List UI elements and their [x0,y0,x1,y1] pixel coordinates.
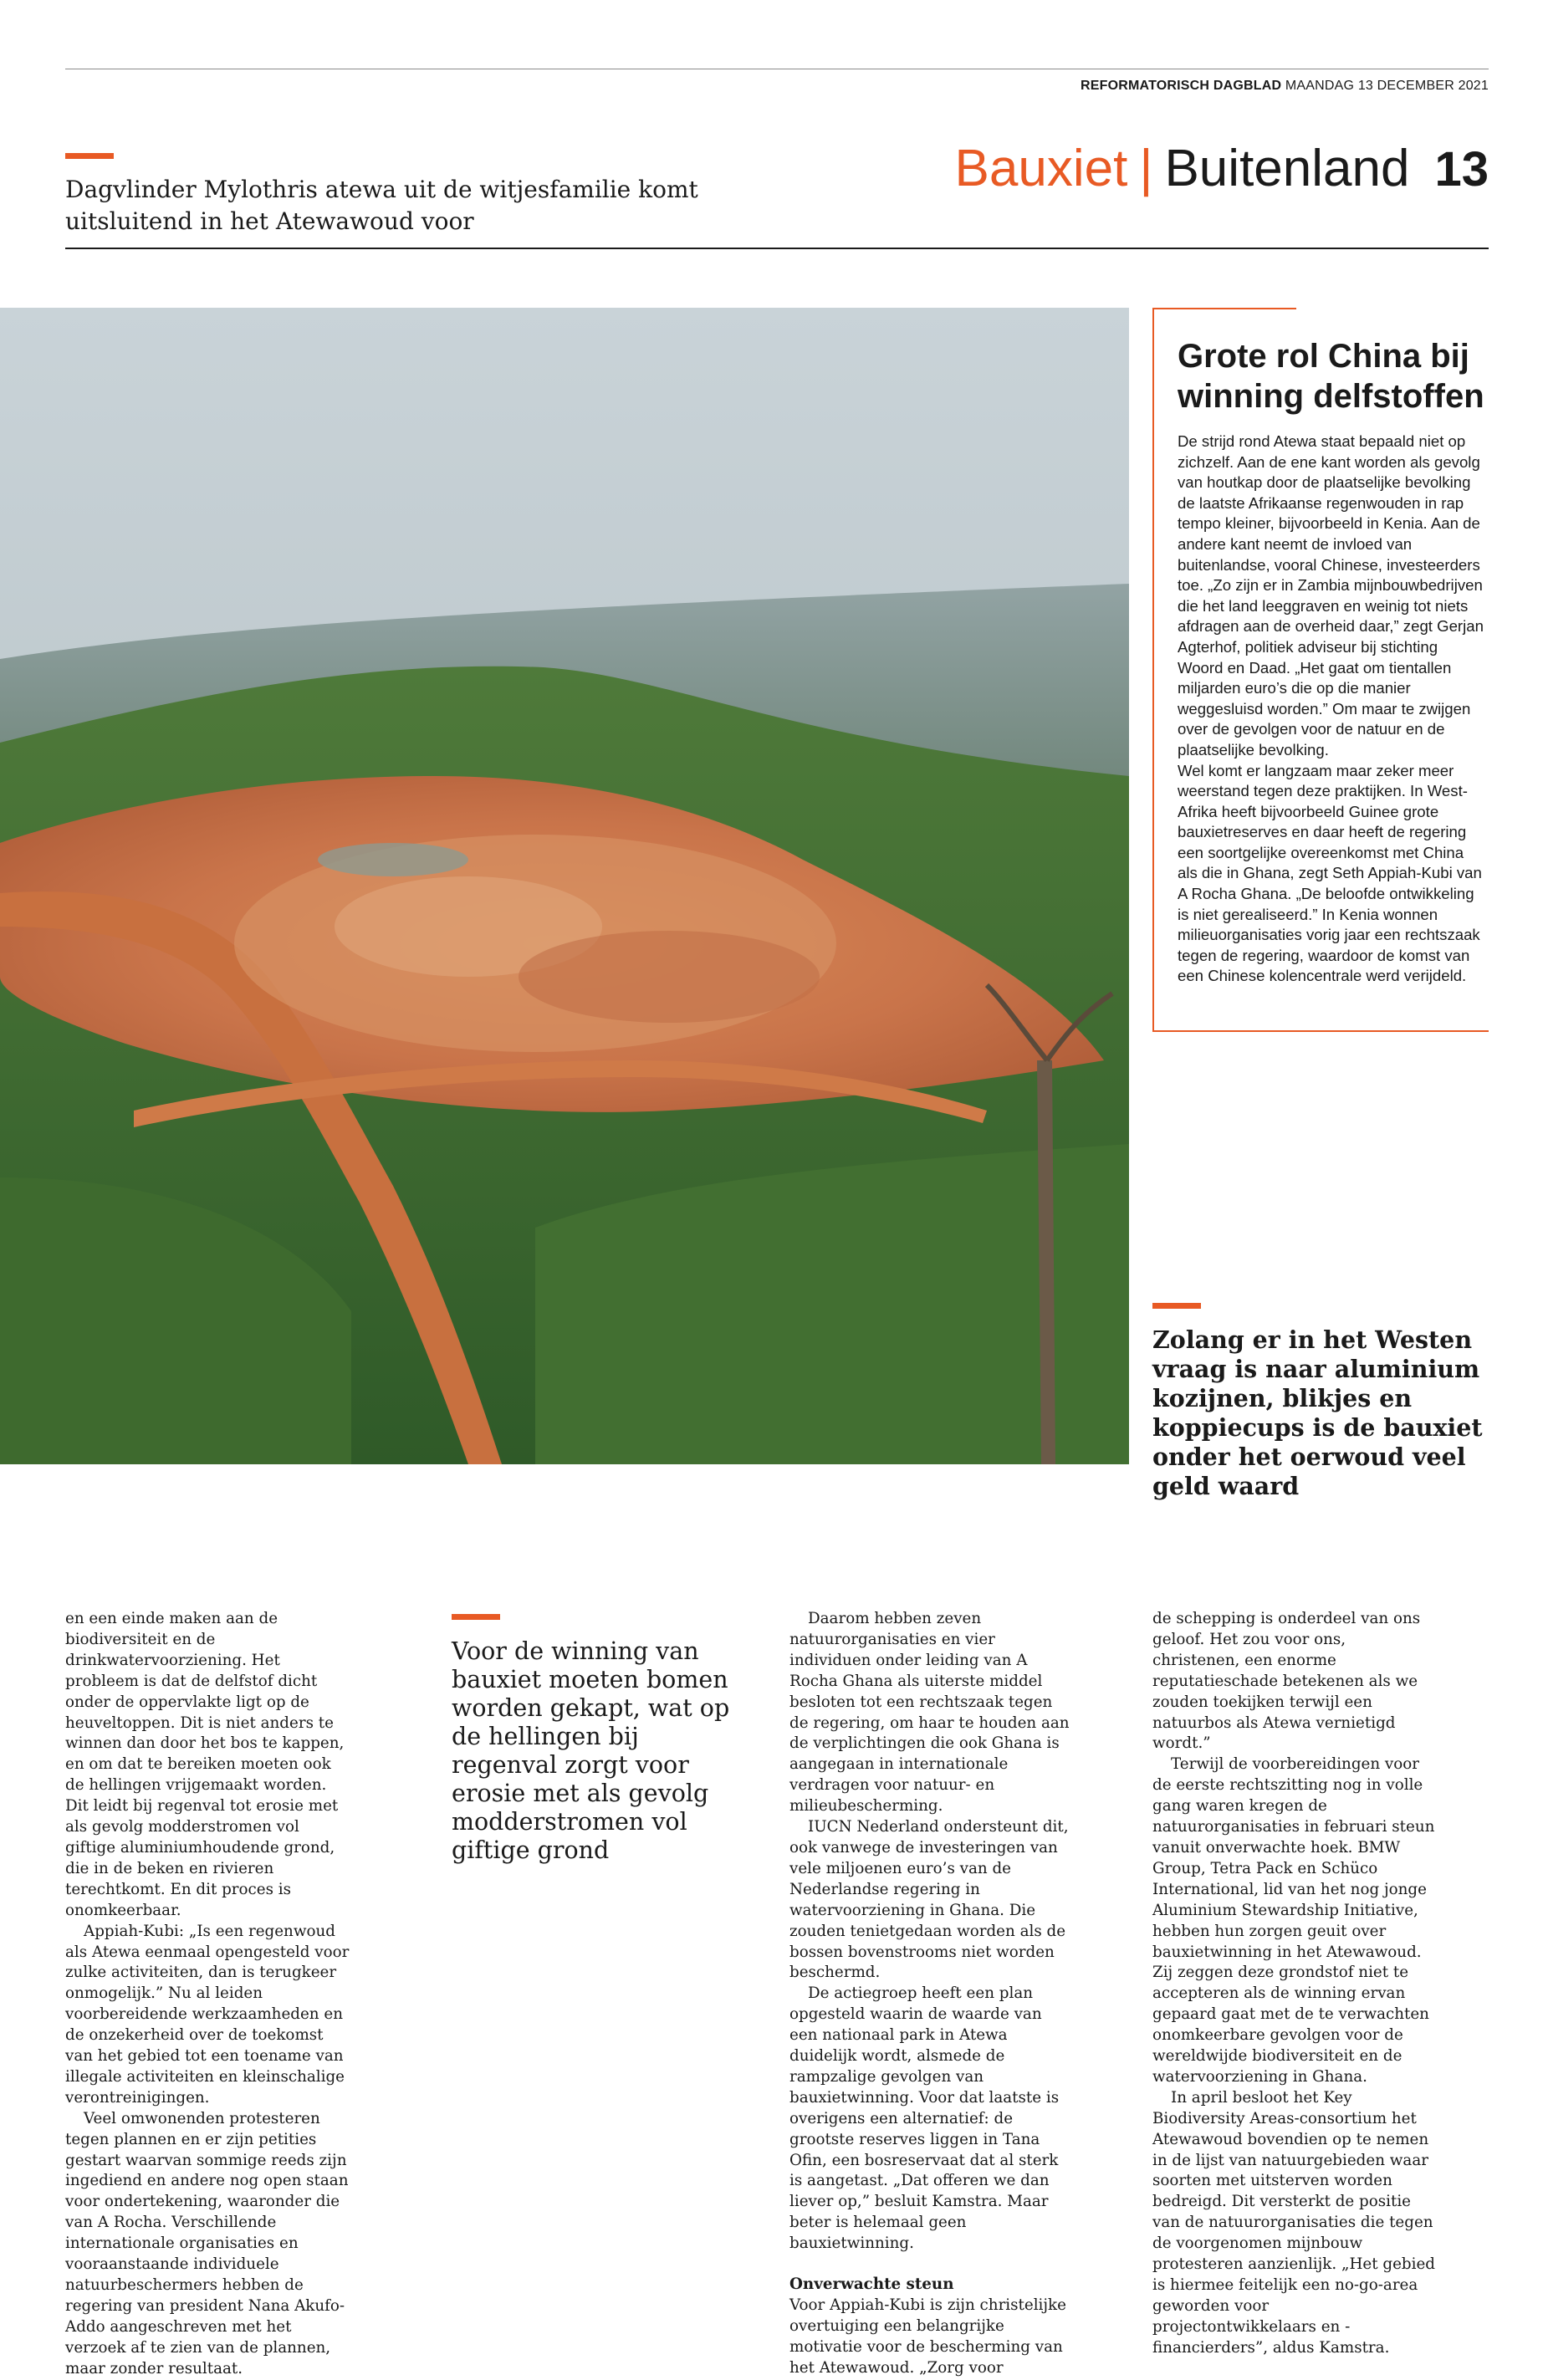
section-header [955,139,1489,200]
sidebar-paragraph-2: Wel komt er langzaam maar zeker meer weerstand tegen deze praktijken. In West-Afrika heeft bijvoorbeeld Guinee grote bauxietreserves en daar heeft de regering een soortgelijke overeenkomst met China als die in Ghana, zegt Seth Appiah-Kubi van A Rocha Ghana. „De beloofde ontwikkeling is niet gerealiseerd.” In Kenia wonnen milieuorganisaties vorig jaar een rechtszaak tegen de regering, waardoor de komst van een Chinese kolencentrale werd verijdeld. [1178,761,1482,985]
article-column-4 [1152,1609,1437,2359]
masthead [1081,79,1489,94]
masthead-date: MAANDAG 13 DECEMBER 2021 [1285,79,1489,93]
masthead-paper: REFORMATORISCH DAGBLAD [1080,79,1282,93]
pullquote-right: Zolang er in het Westen vraag is naar aluminium kozijnen, blikjes en koppiecups is de bauxiet onder het oerwoud veel geld waard [1152,1325,1483,1500]
col4-paragraph-1: de schepping is onderdeel van ons geloof. Het zou voor ons, christenen, een enorme reputatieschade betekenen als we zouden toekijken terwijl een natuurbos als Atewa vernietigd wordt.” [1152,1610,1421,1753]
col3-paragraph-1: Daarom hebben zeven natuurorganisaties en vier individuen onder leiding van A Rocha Ghana als uiterste middel besloten tot een rechtszaak tegen de regering, om haar te houden aan de verplichtingen die ook Ghana is aangegaan in internationale verdragen voor natuur- en milieubescherming. [789,1610,1070,1816]
col4-paragraph-3: In april besloot het Key Biodiversity Areas-consortium het Atewawoud bovendien op te nemen in de lijst van natuurgebieden waar soorten met uitsterven worden bedreigd. Dit versterkt de positie van de natuurorganisaties die tegen de voorgenomen mijnbouw protesteren aanzienlijk. „Het gebied is hiermee feitelijk een no-go-area geworden voor projectontwikkelaars en -financierders”, aldus Kamstra. [1152,2088,1435,2357]
col3-paragraph-4: Voor Appiah-Kubi is zijn christelijke overtuiging een belangrijke motivatie voor de bescherming van het Atewawoud. „Zorg voor [789,2296,1066,2377]
aerial-bauxite-mine-photo [0,308,1129,1464]
sidebar-paragraph-1: De strijd rond Atewa staat bepaald niet op zichzelf. Aan de ene kant worden als gevolg van houtkap door de plaatselijke bevolking de laatste Afrikaanse regenwouden in rap tempo kleiner, bijvoorbeeld in Kenia. Aan de andere kant neemt de invloed van buitenlandse, vooral Chinese, investeerders toe. „Zo zijn er in Zambia mijnbouwbedrijven die het land leeggraven en weinig tot niets afdragen aan de overheid daar,” zegt Gerjan Agterhof, politiek adviseur bij stichting Woord en Daad. „Het gaat om tientallen miljarden euro’s die op die manier weggesluisd worden.” Om maar te zwijgen over de gevolgen voor de natuur en de plaatselijke bevolking. [1178,432,1484,758]
col1-paragraph-2: Appiah-Kubi: „Is een regenwoud als Atewa eenmaal opengesteld voor zulke activiteiten, dan is terugkeer onmogelijk.” Nu al leiden voorbereidende werkzaamheden en de onzekerheid over de toekomst van het gebied tot een toename van illegale activiteiten en kleinschalige verontreinigingen. [65,1922,350,2107]
col4-paragraph-2: Terwijl de voorbereidingen voor de eerste rechtszitting nog in volle gang waren kregen de natuurorganisaties in februari steun vanuit onverwachte hoek. BMW Group, Tetra Pack en Schüco International, lid van het nog jonge Aluminium Stewardship Initiative, hebben hun zorgen geuit over bauxietwinning in het Atewawoud. Zij zeggen deze grondstof niet te accepteren als de winning ervan gepaard gaat met de te verwachten onomkeerbare gevolgen voor de wereldwijde biodiversiteit en de watervoorziening in Ghana. [1152,1755,1435,2086]
section-separator: | [1139,140,1153,197]
pullquote-right-accent-bar [1152,1303,1201,1309]
sidebar-box [1152,308,1489,1032]
section-topic: Bauxiet [954,140,1128,197]
col3-paragraph-2: IUCN Nederland ondersteunt dit, ook vanwege de investeringen van vele miljoenen euro’s van de Nederlandse regering in watervoorziening in Ghana. Die zouden tenietgedaan worden als de bossen bovenstrooms niet worden beschermd. [789,1818,1069,1982]
col1-paragraph-1: en een einde maken aan de biodiversiteit en de drinkwatervoorziening. Het probleem is dat de delfstof dicht onder de oppervlakte ligt op de heuveltoppen. Dit is niet anders te winnen dan door het bos te kappen, en om dat te bereiken moeten ook de hellingen vrijgemaakt worden. Dit leidt bij regenval tot erosie met als gevolg modderstromen vol giftige aluminiumhoudende grond, die in de beken en rivieren terechtkomt. En dit proces is onomkeerbaar. [65,1610,345,1919]
sidebar-body [1178,432,1487,987]
kicker-accent-bar [65,153,114,159]
kicker-text: Dagvlinder Mylothris atewa uit de witjesfamilie komt uitsluitend in het Atewawoud voor [65,176,698,235]
col3-paragraph-3: De actiegroep heeft een plan opgesteld waarin de waarde van een nationaal park in Atewa duidelijk wordt, alsmede de rampzalige gevolgen van bauxietwinning. Voor dat laatste is overigens een alternatief: de grootste reserves liggen in Tana Ofin, een bosreservaat dat al sterk is aangetast. „Dat offeren we dan liever op,” besluit Kamstra. Maar beter is helemaal geen bauxietwinning. [789,1984,1060,2253]
col3-subhead: Onverwachte steun [789,2275,954,2294]
article-column-1 [65,1609,350,2380]
section-name: Buitenland [1164,140,1410,197]
col1-paragraph-3: Veel omwonenden protesteren tegen plannen en er zijn petities gestart waarvan sommige reeds zijn ingediend en andere nog open staan voor ondertekening, waaronder die van A Rocha. Verschillende internationale organisaties en vooraanstaande individuele natuurbeschermers hebben de regering van president Nana Akufo-Addo aangeschreven met het verzoek af te zien van de plannen, maar zonder resultaat. [65,2109,349,2377]
photo-illustration [0,308,1129,1464]
page-number: 13 [1434,142,1489,197]
pullquote-mid: Voor de winning van bauxiet moeten bomen worden gekapt, wat op de hellingen bij regenval zorgt voor erosie met als gevolg modderstromen vol giftige grond [452,1637,730,1864]
article-column-3 [789,1609,1074,2379]
pullquote-mid-accent-bar [452,1614,500,1620]
sidebar-title: Grote rol China bij winning delfstoffen [1178,338,1484,415]
header-rule [65,248,1489,249]
